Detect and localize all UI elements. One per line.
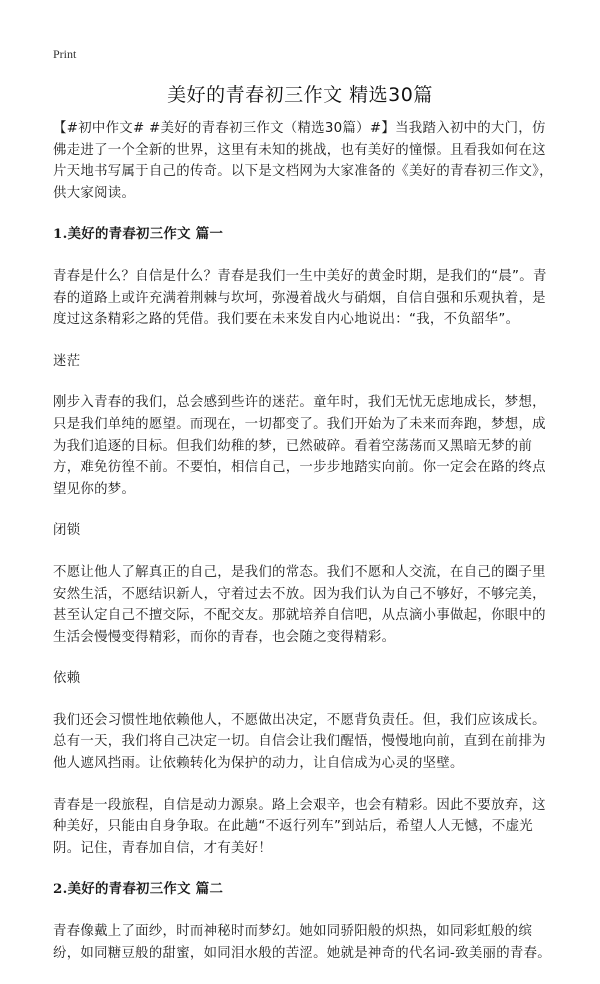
sub-heading-confusion: 迷茫 bbox=[53, 353, 81, 369]
paragraph: 青春像戴上了面纱，时而神秘时而梦幻。她如同骄阳般的炽热，如同彩虹般的缤纷，如同糖豆般的甜蜜，如同泪水般的苦涩。她就是神奇的代名词-致美丽的青春。 bbox=[53, 924, 551, 961]
print-label: Print bbox=[53, 47, 77, 61]
document-body bbox=[53, 118, 553, 984]
paragraph: 刚步入青春的我们，总会感到些许的迷茫。童年时，我们无忧无虑地成长，梦想，只是我们单纯的愿望。而现在，一切都变了。我们开始为了未来而奔跑，梦想，成为我们追逐的目标。但我们幼稚的梦，已然破碎。看着空荡荡而又黑暗无梦的前方，难免彷徨不前。不要怕，相信自己，一步步地踏实向前。你一定会在路的终点望见你的梦。 bbox=[53, 395, 546, 497]
paragraph: 不愿让他人了解真正的自己，是我们的常态。我们不愿和人交流，在自己的圈子里安然生活，不愿结识新人，守着过去不放。因为我们认为自己不够好，不够完美，甚至认定自己不擅交际，不配交友。那就培养自信吧，从点滴小事做起，你眼中的生活会慢慢变得精彩，而你的青春，也会随之变得精彩。 bbox=[53, 564, 546, 645]
section-heading-2: 2.美好的青春初三作文 篇二 bbox=[53, 881, 224, 898]
section-heading-1: 1.美好的青春初三作文 篇一 bbox=[53, 226, 224, 243]
paragraph: 我们还会习惯性地依赖他人，不愿做出决定，不愿背负责任。但，我们应该成长。总有一天，我们将自己决定一切。自信会让我们醒悟，慢慢地向前，直到在前排为他人遮风挡雨。让依赖转化为保护的动力，让自信成为心灵的坚壁。 bbox=[53, 712, 546, 772]
paragraph: 青春是一段旅程，自信是动力源泉。路上会艰辛，也会有精彩。因此不要放弃，这种美好，只能由自身争取。在此趟“不返行列车”到站后，希望人人无憾，不虚光阴。记住，青春加自信，才有美好！ bbox=[53, 797, 546, 856]
sub-heading-dependence: 依赖 bbox=[53, 671, 81, 687]
intro-paragraph: 【#初中作文# #美好的青春初三作文（精选30篇）#】当我踏入初中的大门，仿佛走进了一个全新的世界，这里有未知的挑战，也有美好的憧憬。且看我如何在这片天地书写属于自己的传奇。以下是文档网为大家准备的《美好的青春初三作文》，供大家阅读。 bbox=[53, 121, 553, 201]
page-title: 美好的青春初三作文 精选30篇 bbox=[167, 84, 433, 106]
paragraph: 青春是什么？自信是什么？青春是我们一生中美好的黄金时期，是我们的“晨”。青春的道路上或许充满着荆棘与坎坷，弥漫着战火与硝烟，自信自强和乐观执着，是度过这条精彩之路的凭借。我们要在未来发自内心地说出：“我，不负韶华”。 bbox=[53, 268, 547, 328]
sub-heading-closed: 闭锁 bbox=[53, 523, 81, 539]
